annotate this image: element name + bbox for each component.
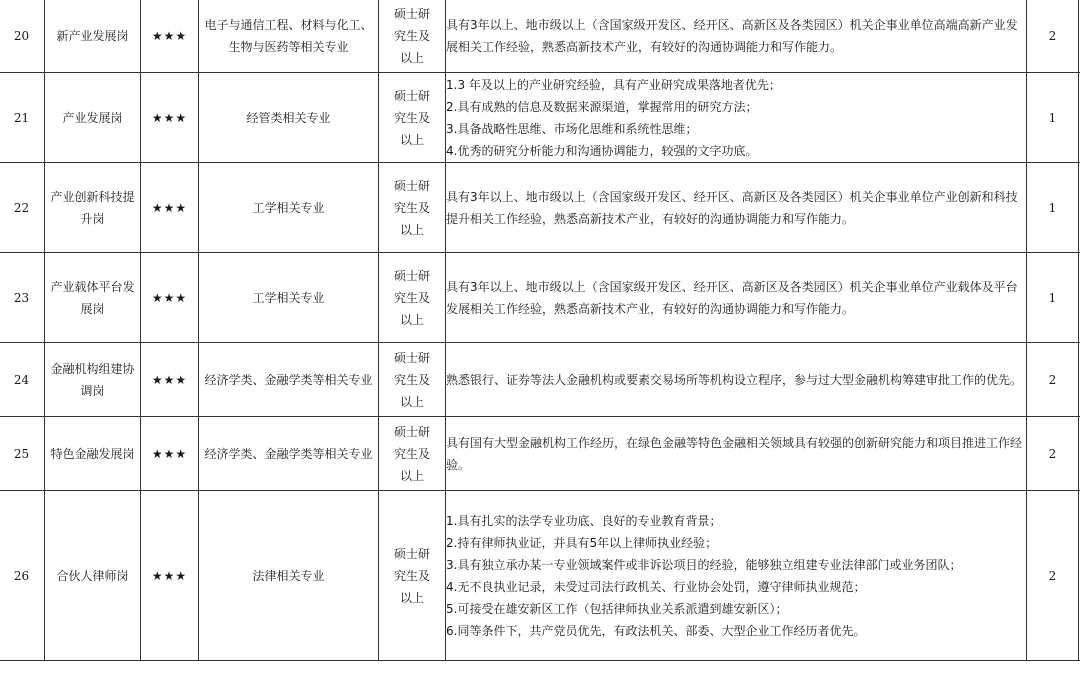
job-requirements <box>446 253 1027 343</box>
row-number: 20 <box>0 0 45 73</box>
education-line: 究生及 <box>393 28 430 43</box>
education-requirement <box>379 491 446 661</box>
education-line: 硕士研 <box>393 88 430 103</box>
requirement-line: 熟悉银行、证券等法人金融机构或要素交易场所等机构设立程序，参与过大型金融机构筹建审批工作的优先。 <box>446 372 1023 387</box>
job-requirements <box>446 163 1027 253</box>
job-requirements <box>446 417 1027 491</box>
education-requirement <box>379 253 446 343</box>
education-line: 硕士研 <box>393 268 430 283</box>
table-row <box>0 0 1080 73</box>
education-line: 硕士研 <box>393 546 430 561</box>
education-line: 以上 <box>399 312 424 327</box>
requirement-line: 3.具备战略性思维、市场化思维和系统性思维； <box>446 121 698 136</box>
job-requirements <box>446 491 1027 661</box>
position-level-stars: ★★★ <box>141 417 199 491</box>
row-number: 26 <box>0 491 45 661</box>
education-line: 究生及 <box>393 290 430 305</box>
position-level-stars: ★★★ <box>141 0 199 73</box>
position-title: 特色金融发展岗 <box>45 417 141 491</box>
hiring-count: 1 <box>1027 253 1079 343</box>
job-requirements <box>446 0 1027 73</box>
table-row <box>0 491 1080 661</box>
row-number: 23 <box>0 253 45 343</box>
table-row <box>0 343 1080 417</box>
position-level-stars: ★★★ <box>141 253 199 343</box>
requirement-line: 2.持有律师执业证，并具有5年以上律师执业经验； <box>446 535 718 550</box>
major-requirement: 经济学类、金融学类等相关专业 <box>199 417 379 491</box>
row-number: 24 <box>0 343 45 417</box>
requirement-line: 5.可接受在雄安新区工作（包括律师执业关系派遣到雄安新区）； <box>446 601 788 616</box>
position-level-stars: ★★★ <box>141 73 199 163</box>
major-requirement: 电子与通信工程、材料与化工、生物与医药等相关专业 <box>199 0 379 73</box>
position-title: 金融机构组建协调岗 <box>45 343 141 417</box>
position-title: 新产业发展岗 <box>45 0 141 73</box>
hiring-count: 1 <box>1027 73 1079 163</box>
requirement-line: 具有国有大型金融机构工作经历，在绿色金融等特色金融相关领域具有较强的创新研究能力和项目推进工作经验。 <box>446 435 1023 472</box>
hiring-count: 2 <box>1027 343 1079 417</box>
requirement-line: 2.具有成熟的信息及数据来源渠道，掌握常用的研究方法； <box>446 99 758 114</box>
hiring-count: 2 <box>1027 491 1079 661</box>
education-line: 究生及 <box>393 110 430 125</box>
education-line: 以上 <box>399 132 424 147</box>
table-row <box>0 417 1080 491</box>
requirement-line: 3.具有独立承办某一专业领域案件或非诉讼项目的经验，能够独立组建专业法律部门或业务团队； <box>446 557 962 572</box>
requirement-line: 具有3年以上、地市级以上（含国家级开发区、经开区、高新区及各类园区）机关企事业单位高端高新产业发展相关工作经验，熟悉高新技术产业，有较好的沟通协调能力和写作能力。 <box>446 17 1018 54</box>
major-requirement: 法律相关专业 <box>199 491 379 661</box>
education-line: 以上 <box>399 590 424 605</box>
table-row <box>0 163 1080 253</box>
major-requirement: 工学相关专业 <box>199 163 379 253</box>
table-row <box>0 253 1080 343</box>
hiring-count: 2 <box>1027 417 1079 491</box>
education-line: 以上 <box>399 394 424 409</box>
education-requirement <box>379 417 446 491</box>
education-requirement <box>379 0 446 73</box>
education-line: 以上 <box>399 50 424 65</box>
job-requirements <box>446 73 1027 163</box>
education-requirement <box>379 73 446 163</box>
education-requirement <box>379 343 446 417</box>
row-number: 21 <box>0 73 45 163</box>
education-line: 硕士研 <box>393 178 430 193</box>
position-level-stars: ★★★ <box>141 343 199 417</box>
education-line: 硕士研 <box>393 6 430 21</box>
position-level-stars: ★★★ <box>141 163 199 253</box>
major-requirement: 经管类相关专业 <box>199 73 379 163</box>
education-requirement <box>379 163 446 253</box>
major-requirement: 经济学类、金融学类等相关专业 <box>199 343 379 417</box>
requirement-line: 1.3 年及以上的产业研究经验，具有产业研究成果落地者优先； <box>446 77 781 92</box>
requirement-line: 4.无不良执业记录，未受过司法行政机关、行业协会处罚，遵守律师执业规范； <box>446 579 866 594</box>
table-row <box>0 73 1080 163</box>
hiring-count: 2 <box>1027 0 1079 73</box>
requirement-line: 6.同等条件下，共产党员优先，有政法机关、部委、大型企业工作经历者优先。 <box>446 623 866 638</box>
education-line: 以上 <box>399 222 424 237</box>
education-line: 以上 <box>399 468 424 483</box>
requirement-line: 1.具有扎实的法学专业功底、良好的专业教育背景； <box>446 513 722 528</box>
education-line: 究生及 <box>393 200 430 215</box>
education-line: 究生及 <box>393 446 430 461</box>
education-line: 硕士研 <box>393 350 430 365</box>
row-number: 22 <box>0 163 45 253</box>
position-level-stars: ★★★ <box>141 491 199 661</box>
education-line: 究生及 <box>393 372 430 387</box>
requirement-line: 4.优秀的研究分析能力和沟通协调能力，较强的文字功底。 <box>446 143 758 158</box>
education-line: 硕士研 <box>393 424 430 439</box>
major-requirement: 工学相关专业 <box>199 253 379 343</box>
requirement-line: 具有3年以上、地市级以上（含国家级开发区、经开区、高新区及各类园区）机关企事业单位产业载体及平台发展相关工作经验，熟悉高新技术产业，有较好的沟通协调能力和写作能力。 <box>446 279 1018 316</box>
position-title: 合伙人律师岗 <box>45 491 141 661</box>
position-title: 产业载体平台发展岗 <box>45 253 141 343</box>
requirement-line: 具有3年以上、地市级以上（含国家级开发区、经开区、高新区及各类园区）机关企事业单位产业创新和科技提升相关工作经验，熟悉高新技术产业，有较好的沟通协调能力和写作能力。 <box>446 189 1018 226</box>
education-line: 究生及 <box>393 568 430 583</box>
job-requirements <box>446 343 1027 417</box>
position-title: 产业发展岗 <box>45 73 141 163</box>
hiring-count: 1 <box>1027 163 1079 253</box>
row-number: 25 <box>0 417 45 491</box>
position-title: 产业创新科技提升岗 <box>45 163 141 253</box>
